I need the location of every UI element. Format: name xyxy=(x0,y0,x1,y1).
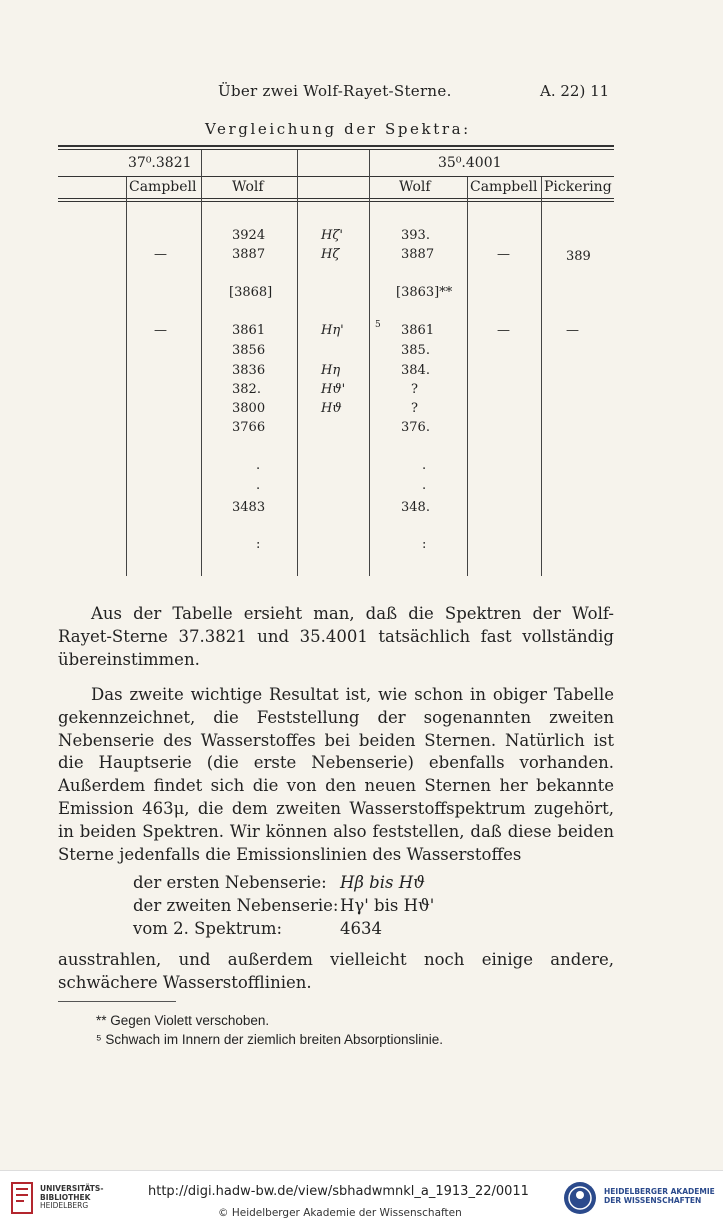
series-label: der zweiten Nebenserie: xyxy=(133,896,339,915)
col-header: Campbell xyxy=(129,179,197,195)
table-cell: 3836 xyxy=(232,363,266,378)
table-cell: 3924 xyxy=(232,228,266,243)
ub-logo-line: BIBLIOTHEK xyxy=(40,1192,91,1202)
col-header: Wolf xyxy=(232,179,264,195)
table-cell: . xyxy=(256,458,261,473)
paragraph-text: ausstrahlen, und außerdem vielleicht noch einige andere, schwächere Wasserstofflinien. xyxy=(58,950,614,992)
col-header: Pickering xyxy=(544,179,612,195)
series-label: vom 2. Spektrum: xyxy=(133,919,283,938)
table-cell: 3887 xyxy=(401,247,435,262)
col-divider xyxy=(201,150,202,576)
table-caption: Vergleichung der Spektra: xyxy=(205,120,471,138)
copyright: © Heidelberger Akademie der Wissenschaften xyxy=(218,1207,462,1219)
series-label: der ersten Nebenserie: xyxy=(133,873,327,892)
table-cell: 3856 xyxy=(232,343,266,358)
academy-logo-line: DER WISSENSCHAFTEN xyxy=(604,1196,702,1205)
paragraph xyxy=(58,603,614,671)
table-cell: 393. xyxy=(401,228,430,243)
permalink[interactable]: http://digi.hadw-bw.de/view/sbhadwmnkl_a_1913_22/0011 xyxy=(148,1184,529,1199)
series-value: 4634 xyxy=(340,919,382,938)
paragraph xyxy=(58,684,614,866)
table-cell: . xyxy=(422,478,427,493)
paragraph xyxy=(58,949,614,995)
table-cell: 382. xyxy=(232,382,261,397)
footnote-rule xyxy=(58,1001,176,1002)
series-value: Hγ' bis Hϑ' xyxy=(340,896,435,915)
series-value: Hβ bis Hϑ xyxy=(340,873,425,892)
col-divider xyxy=(297,150,298,576)
ub-logo-text xyxy=(40,1185,103,1211)
table-cell: — xyxy=(154,323,167,338)
viewer-footer xyxy=(0,1170,723,1225)
group-rule xyxy=(58,176,614,177)
table-cell: . xyxy=(422,458,427,473)
table-cell: Hη xyxy=(321,363,341,378)
table-cell: ? xyxy=(411,382,418,397)
table-cell: : xyxy=(422,537,427,552)
group-header-right: 35⁰.4001 xyxy=(438,155,502,171)
footnote-marker: 5 xyxy=(375,320,381,330)
academy-logo-line: HEIDELBERGER AKADEMIE xyxy=(604,1187,715,1196)
col-divider xyxy=(467,177,468,576)
table-cell: 3887 xyxy=(232,247,266,262)
table-cell: [3863]** xyxy=(396,285,453,300)
col-divider xyxy=(369,150,370,576)
running-title: Über zwei Wolf-Rayet-Sterne. xyxy=(218,82,452,100)
table-cell: . xyxy=(256,478,261,493)
table-top-rule xyxy=(58,145,614,147)
table-cell: Hϑ' xyxy=(321,382,346,397)
table-cell: Hζ' xyxy=(321,228,343,243)
table-cell: 376. xyxy=(401,420,430,435)
col-header: Campbell xyxy=(470,179,538,195)
table-cell: Hζ xyxy=(321,247,340,262)
academy-logo-text xyxy=(604,1187,715,1205)
footnote: ⁵ Schwach im Innern der ziemlich breiten Absorptionslinie. xyxy=(96,1032,444,1047)
academy-seal-icon xyxy=(562,1179,598,1217)
table-cell: — xyxy=(566,323,579,338)
table-cell: 3766 xyxy=(232,420,266,435)
table-cell: — xyxy=(154,247,167,262)
paragraph-text: Das zweite wichtige Resultat ist, wie schon in obiger Tabelle gekennzeichnet, die Feststellung der sogenannten zweiten Nebenserie des Wasserstoffes bei beiden Sternen. Natürlich ist die Hauptserie (die erste Nebenserie) ebenfalls vorhanden. Außerdem findet sich die von den neuen Sternen her bekannte Emission 463μ, die dem zweiten Wasserstoffspektrum zugehört, in beiden Spektren. Wir können also feststellen, daß diese beiden Sterne jedenfalls die Emissionslinien des Wasserstoffes xyxy=(58,685,614,864)
table-cell: 384. xyxy=(401,363,430,378)
table-cell: — xyxy=(497,247,510,262)
paragraph-text: Aus der Tabelle ersieht man, daß die Spektren der Wolf-Rayet-Sterne 37.3821 und 35.4001 tatsächlich fast vollständig übereinstimmen. xyxy=(58,604,614,669)
table-cell: 3800 xyxy=(232,401,266,416)
page-reference: A. 22) 11 xyxy=(540,82,610,100)
header-rule xyxy=(58,198,614,199)
table-cell: Hη' xyxy=(321,323,344,338)
ub-logo-line: UNIVERSITÄTS- xyxy=(40,1184,104,1193)
footnote: ** Gegen Violett verschoben. xyxy=(96,1013,270,1028)
col-header: Wolf xyxy=(399,179,431,195)
table-cell: 3861 xyxy=(401,323,435,338)
table-cell: : xyxy=(256,537,261,552)
ub-logo-line: HEIDELBERG xyxy=(40,1201,89,1210)
table-cell: 385. xyxy=(401,343,430,358)
header-rule-2 xyxy=(58,201,614,202)
table-cell: ? xyxy=(411,401,418,416)
table-cell: 3483 xyxy=(232,500,266,515)
table-cell: Hϑ xyxy=(321,401,342,416)
table-cell: 348. xyxy=(401,500,430,515)
col-divider xyxy=(541,177,542,576)
table-top-rule-2 xyxy=(58,149,614,150)
group-header-left: 37⁰.3821 xyxy=(128,155,192,171)
table-cell: [3868] xyxy=(229,285,273,300)
col-divider xyxy=(126,177,127,576)
table-cell: 3861 xyxy=(232,323,266,338)
table-cell: 389 xyxy=(566,249,591,264)
table-cell: — xyxy=(497,323,510,338)
ub-logo-icon xyxy=(10,1181,34,1215)
